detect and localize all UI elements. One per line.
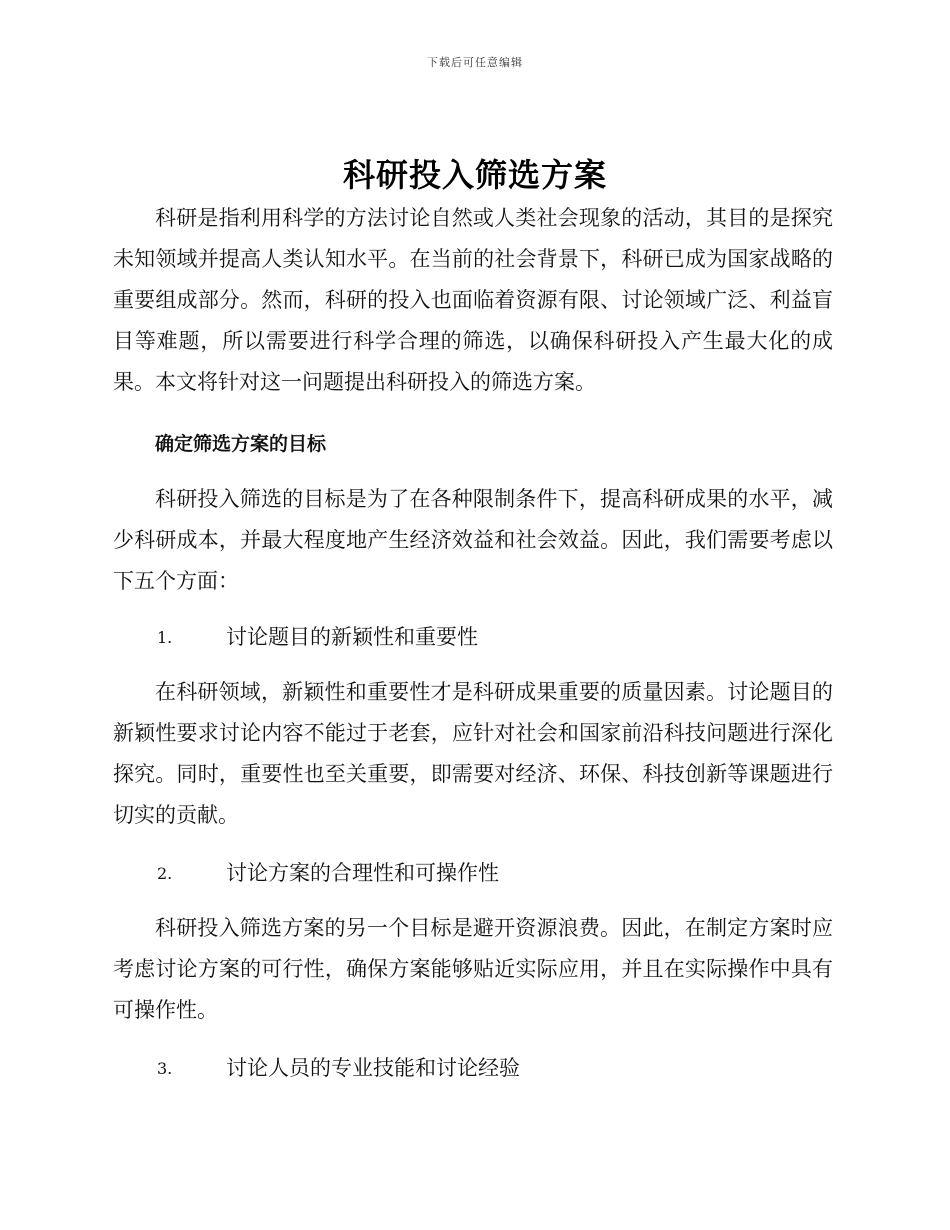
intro-block xyxy=(113,198,833,403)
item-1-body-block xyxy=(113,672,833,836)
list-item-1 xyxy=(113,617,833,658)
list-item-title: 讨论方案的合理性和可操作性 xyxy=(226,861,499,885)
item-2-body-block xyxy=(113,908,833,1031)
list-item-number: 3. xyxy=(157,1059,173,1078)
list-item-title: 讨论题目的新颖性和重要性 xyxy=(226,625,478,649)
section-paragraph: 科研投入筛选的目标是为了在各种限制条件下，提高科研成果的水平，减少科研成本，并最大程度地产生经济效益和社会效益。因此，我们需要考虑以下五个方面： xyxy=(113,487,833,593)
page-header: 下载后可任意编辑 xyxy=(427,56,523,69)
section-heading: 确定筛选方案的目标 xyxy=(155,433,327,455)
section-body-block xyxy=(113,479,833,602)
document-title: 科研投入筛选方案 xyxy=(342,156,607,194)
intro-paragraph: 科研是指利用科学的方法讨论自然或人类社会现象的活动，其目的是探究未知领域并提高人类认知水平。在当前的社会背景下，科研已成为国家战略的重要组成部分。然而，科研的投入也面临着资源有限、讨论领域广泛、利益盲目等难题，所以需要进行科学合理的筛选，以确保科研投入产生最大化的成果。本文将针对这一问题提出科研投入的筛选方案。 xyxy=(113,206,833,394)
list-item-number: 2. xyxy=(157,864,173,883)
list-item-number: 1. xyxy=(157,628,173,647)
section-heading-block xyxy=(113,424,833,465)
list-item-2 xyxy=(113,853,833,894)
item-paragraph: 在科研领域，新颖性和重要性才是科研成果重要的质量因素。讨论题目的新颖性要求讨论内容不能过于老套，应针对社会和国家前沿科技问题进行深化探究。同时，重要性也至关重要，即需要对经济、环保、科技创新等课题进行切实的贡献。 xyxy=(113,680,833,827)
list-item-3 xyxy=(113,1048,833,1089)
list-item-title: 讨论人员的专业技能和讨论经验 xyxy=(226,1056,520,1080)
item-paragraph: 科研投入筛选方案的另一个目标是避开资源浪费。因此，在制定方案时应考虑讨论方案的可行性，确保方案能够贴近实际应用，并且在实际操作中具有可操作性。 xyxy=(113,916,833,1022)
